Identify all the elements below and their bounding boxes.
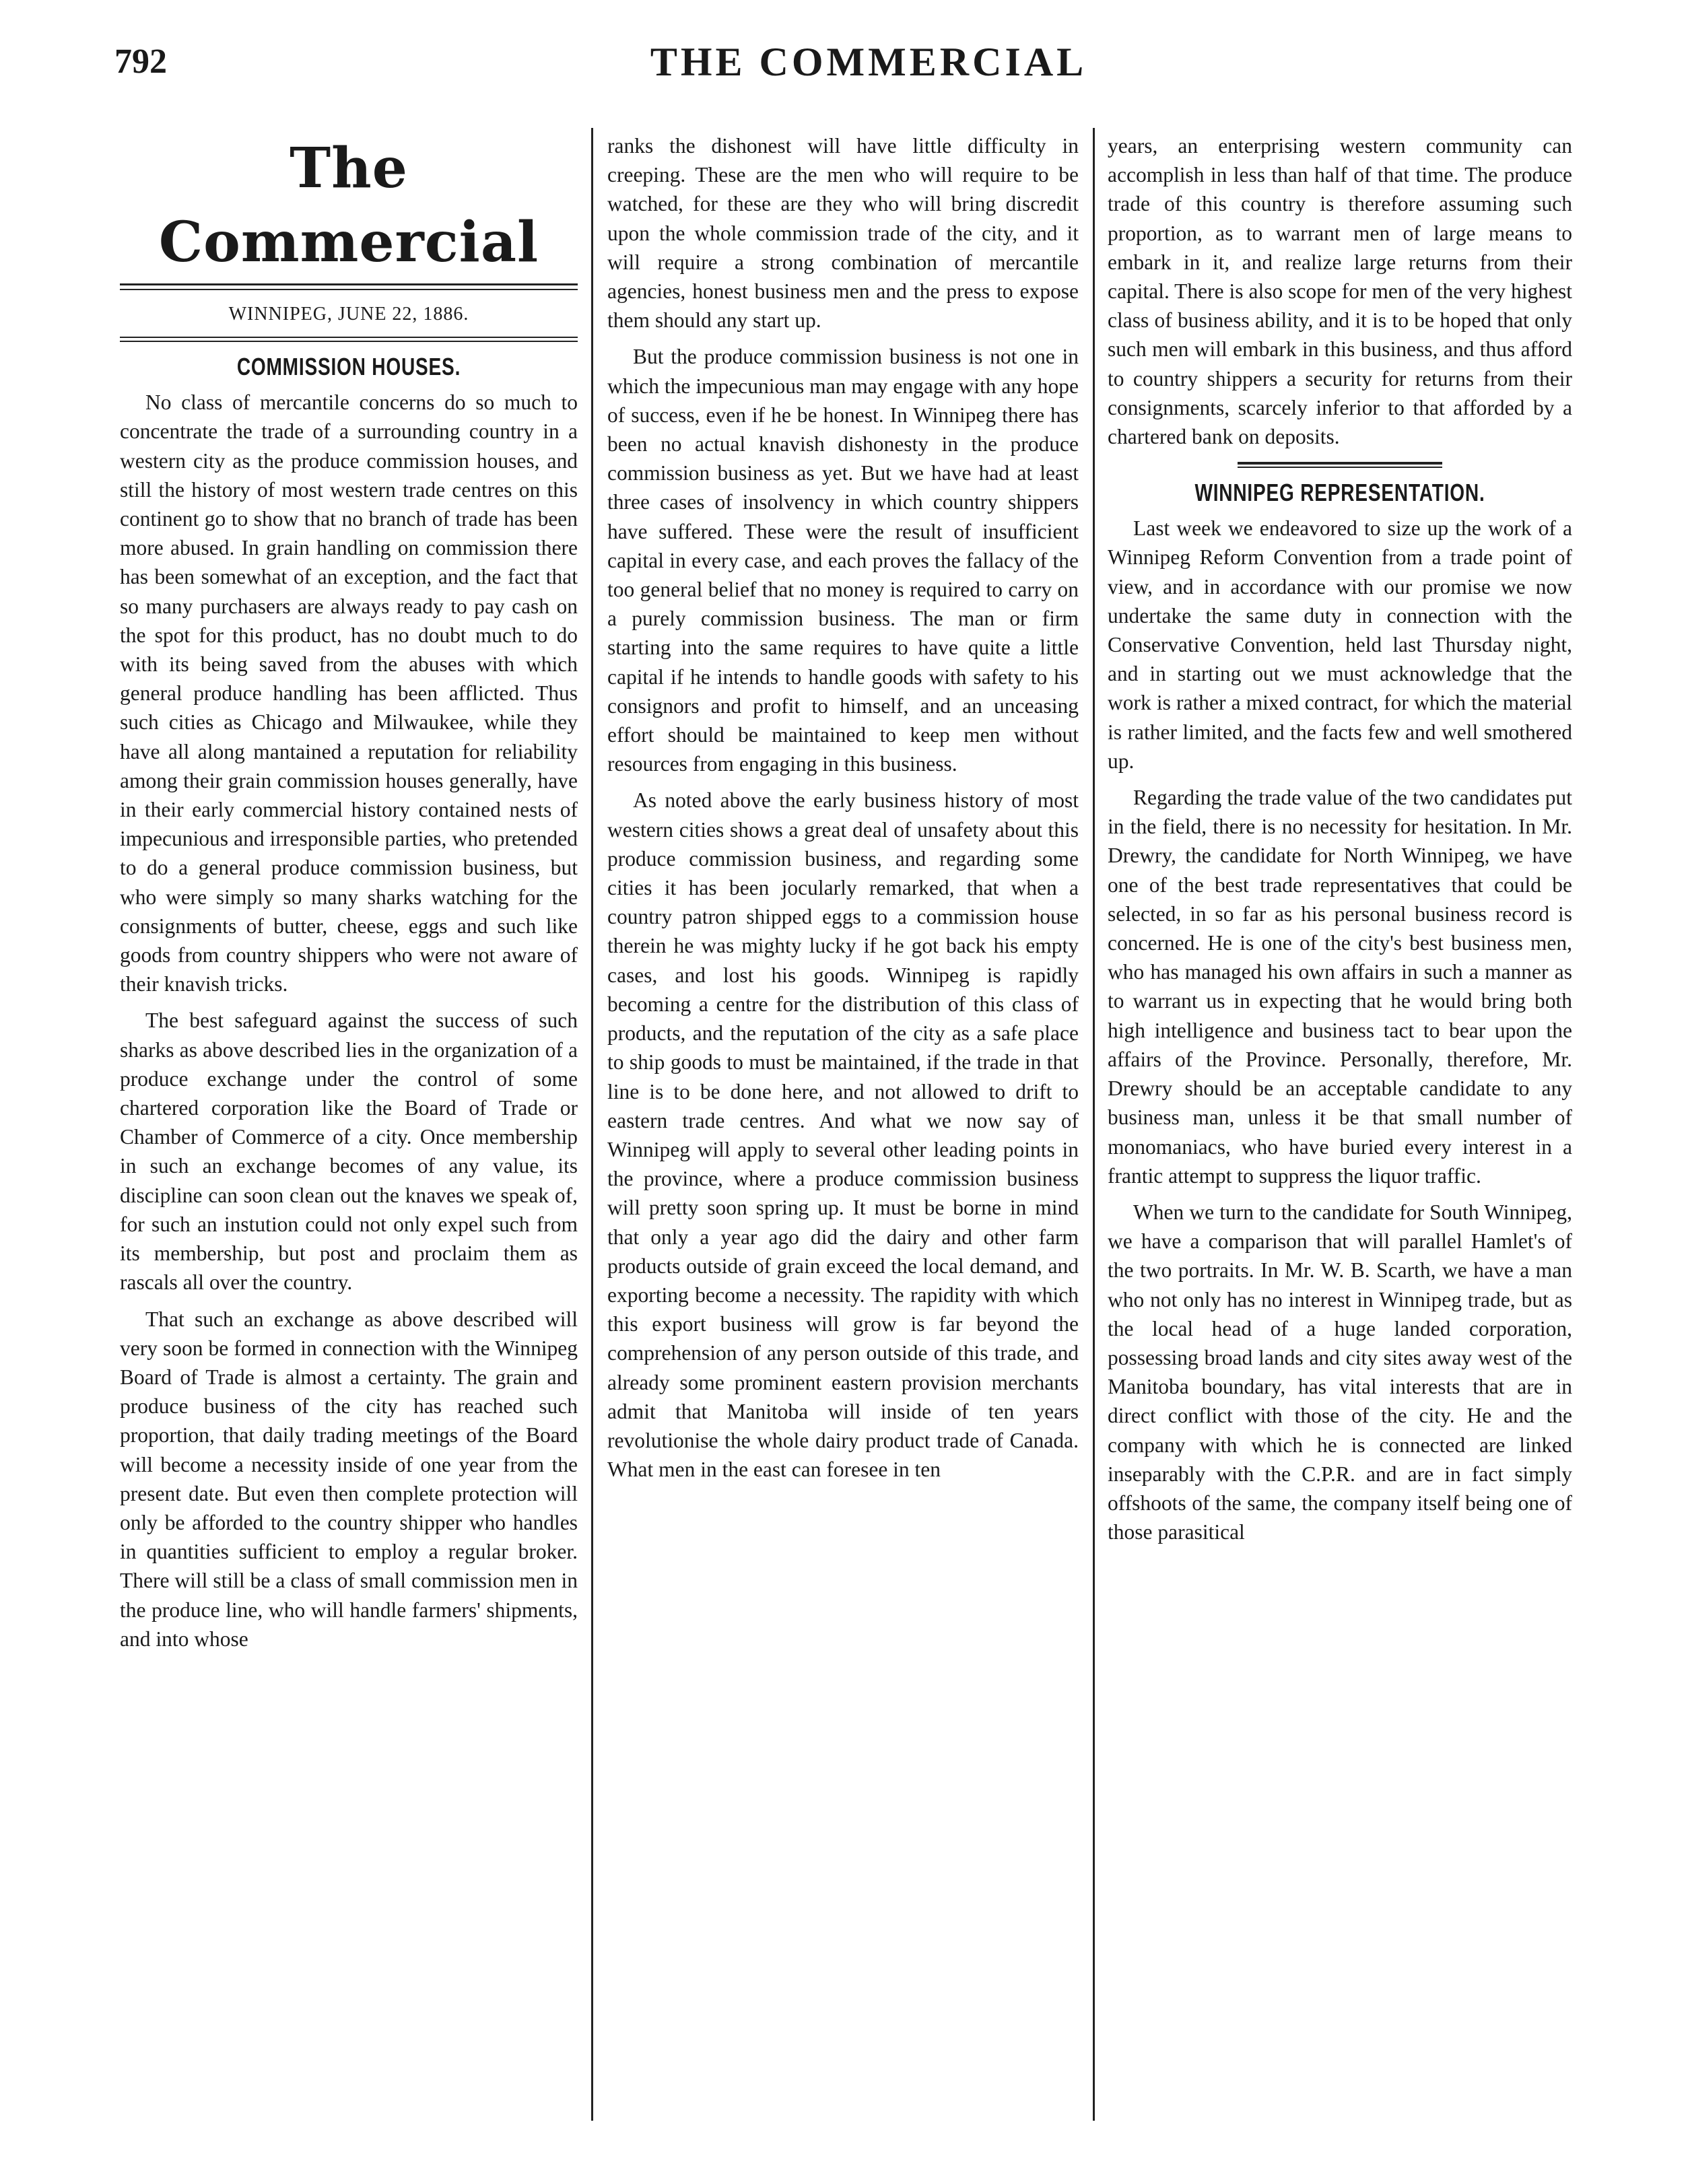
- paragraph: No class of mercantile concerns do so much to concentrate the trade of a surrounding country in a western city as the produce commission houses, and still the history of most western trade centres on this continent go to show that no branch of trade has been more abused. In grain handling on commission there has been somewhat of an exception, and the fact that so many purchasers are always ready to pay cash on the spot for this product, has no doubt much to do with its being saved from the abuses with which general produce handling has been afflicted. Thus such cities as Chicago and Milwaukee, while they have all along mantained a reputation for reliability among their grain commission houses generally, have in their early commercial history contained nests of impecunious and irresponsible parties, who pretended to do a general produce commission business, but who were simply so many sharks watching for the consignments of butter, cheese, eggs and such like goods from country shippers who were not aware of their knavish tricks.: [120, 390, 578, 996]
- masthead-rule: [120, 283, 578, 290]
- dateline: WINNIPEG, JUNE 22, 1886.: [228, 304, 469, 325]
- paragraph: years, an enterprising western community can accomplish in less than half of that time. The produce trade of this country is therefore assuming such proportion, as to warrant men of large means to embark in it, and realize large returns from their capital. There is also scope for men of the very highest class of business ability, and it is to be hoped that only such men will embark in this business, and thus afford to country shippers a security for returns from their consignments, scarcely inferior to that afforded by a chartered bank on deposits.: [1108, 134, 1572, 449]
- paragraph: As noted above the early business history of most western cities shows a great deal of unsafety about this produce commission business, and regarding some cities it has been jocularly remarked, that when a country patron shipped eggs to a commission house therein he was mighty lucky if he got back his empty cases, and lost his goods. Winnipeg is rapidly becoming a centre for the distribution of this class of products, and the reputation of the city as a safe place to ship goods to must be maintained, if the trade in that line is to be done here, and not allowed to drift to eastern trade centres. And what we now say of Winnipeg will apply to several other leading points in the province, where a produce commission business will pretty soon spring up. It must be borne in mind that only a year ago did the dairy and other farm products outside of grain exceed the local demand, and exporting become a necessity. The rapidity with which this export business will grow is far beyond the comprehension of any person outside of this trade, and already some prominent eastern provision merchants admit that Manitoba will inside of ten years revolutionise the whole dairy product trade of Canada. What men in the east can foresee in ten: [607, 788, 1079, 1482]
- paragraph: When we turn to the candidate for South Winnipeg, we have a comparison that will parallel Hamlet's of the two portraits. In Mr. W. B. Scarth, we have a man who not only has no interest in Winnipeg trade, but as the local head of a huge landed corporation, possessing broad lands and city sites away west of the Manitoba boundary, has vital interests that are in direct conflict with those of the city. He and the company with which he is connected are linked inseparably with the C.P.R. and are in fact simply offshoots of the same, the company itself being one of those parasitical: [1108, 1200, 1572, 1544]
- article-separator: [1108, 462, 1572, 468]
- masthead-title: The Commercial: [158, 136, 539, 275]
- paragraph: Last week we endeavored to size up the work of a Winnipeg Reform Convention from a trade point of view, and in accordance with our promise we now undertake the same duty in connection with the Conservative Convention, held last Thursday night, and in starting out we must acknowledge that the work is rather a mixed contract, for which the material is rather limited, and the facts few and well smothered up.: [1108, 516, 1572, 773]
- article-heading-commission: COMMISSION HOUSES.: [236, 353, 461, 381]
- paragraph: That such an exchange as above described will very soon be formed in connection with the Winnipeg Board of Trade is almost a certainty. The grain and produce business of the city has reached such proportion, that daily trading meetings of the Board will become a necessity inside of one year from the present date. But even then complete protection will only be afforded to the country shipper who handles in quantities sufficient to employ a regular broker. There will still be a class of small commission men in the produce line, who will handle farmers' shipments, and into whose: [120, 1307, 578, 1651]
- column-2: [607, 131, 1079, 1491]
- running-title: THE COMMERCIAL: [650, 40, 1087, 84]
- article-heading-representation: WINNIPEG REPRESENTATION.: [1194, 479, 1485, 507]
- dateline-rule: [120, 337, 578, 338]
- page-number: 792: [114, 42, 167, 81]
- column-rule-2: [1093, 128, 1095, 2121]
- dateline-rule-2: [120, 341, 578, 342]
- paragraph: Regarding the trade value of the two candidates put in the field, there is no necessity for hesitation. In Mr. Drewry, the candidate for North Winnipeg, we have one of the best trade representatives that could be selected, in so far as his personal business record is concerned. He is one of the city's best business men, who has managed his own affairs in such a manner as to warrant us in expecting that he would bring both high intelligence and business tact to bear upon the affairs of the Province. Personally, therefore, Mr. Drewry should be an acceptable candidate to any business man, unless it be that small number of monomaniacs, who have buried every interest in a frantic attempt to suppress the liquor traffic.: [1108, 786, 1572, 1188]
- column-1: [120, 131, 578, 1661]
- column-3: [1108, 131, 1572, 1554]
- paragraph: But the produce commission business is not one in which the impecunious man may engage with any hope of success, even if he be honest. In Winnipeg there has been no actual knavish dishonesty in the produce commission business as yet. But we have had at least three cases of insolvency in which country shippers have suffered. These were the result of insufficient capital in every case, and each proves the fallacy of the too general belief that no money is required to carry on a purely commission business. The man or firm starting into the same requires to have quite a little capital if he intends to handle goods with safety to his consignors and profit to himself, and an unceasing effort should be maintained to keep men without resources from engaging in this business.: [607, 345, 1079, 776]
- column-rule-1: [591, 128, 593, 2121]
- paragraph: ranks the dishonest will have little difficulty in creeping. These are the men who will require to be watched, for these are they who will bring discredit upon the whole commission trade of the city, and it will require a strong combination of mercantile agencies, honest business men and the press to expose them should any start up.: [607, 134, 1079, 333]
- paragraph: The best safeguard against the success of such sharks as above described lies in the organization of a produce exchange under the control of some chartered corporation like the Board of Trade or Chamber of Commerce of a city. Once membership in such an exchange becomes of any value, its discipline can soon clean out the knaves we speak of, for such an instution could not only expel such from its membership, but post and proclaim them as rascals all over the country.: [120, 1009, 578, 1295]
